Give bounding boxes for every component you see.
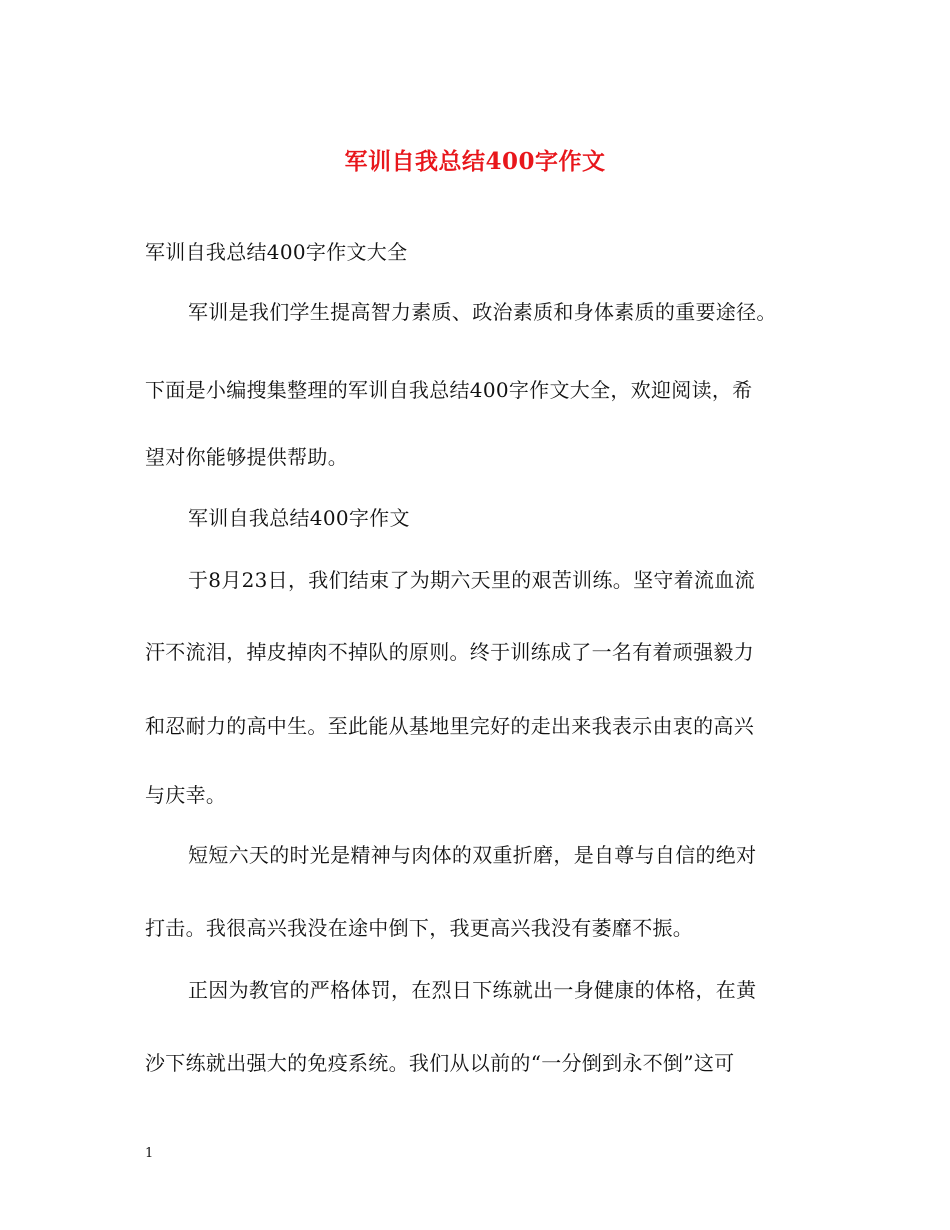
page-number: 1 <box>145 1146 154 1161</box>
paragraph-line: 下面是小编搜集整理的军训自我总结400字作文大全，欢迎阅读，希 <box>145 378 753 402</box>
paragraph-line: 沙下练就出强大的免疫系统。我们从以前的“一分倒到永不倒”这可 <box>145 1051 735 1075</box>
paragraph-line: 短短六天的时光是精神与肉体的双重折磨，是自尊与自信的绝对 <box>188 843 757 867</box>
paragraph-line: 打击。我很高兴我没在途中倒下，我更高兴我没有萎靡不振。 <box>145 916 694 940</box>
paragraph-line: 望对你能够提供帮助。 <box>145 445 348 469</box>
section-heading-line: 军训自我总结400字作文 <box>188 506 410 530</box>
paragraph-line: 军训是我们学生提高智力素质、政治素质和身体素质的重要途径。 <box>188 300 777 324</box>
paragraph-line: 正因为教官的严格体罚，在烈日下练就出一身健康的体格，在黄 <box>188 978 757 1002</box>
paragraph-line: 汗不流泪，掉皮掉肉不掉队的原则。终于训练成了一名有着顽强毅力 <box>145 640 754 664</box>
subtitle-line: 军训自我总结400字作文大全 <box>145 240 408 264</box>
paragraph-line: 和忍耐力的高中生。至此能从基地里完好的走出来我表示由衷的高兴 <box>145 714 754 738</box>
paragraph-line: 与庆幸。 <box>145 783 227 807</box>
paragraph-line: 于8月23日，我们结束了为期六天里的艰苦训练。坚守着流血流 <box>188 568 755 592</box>
document-title: 军训自我总结400字作文 <box>344 148 606 175</box>
